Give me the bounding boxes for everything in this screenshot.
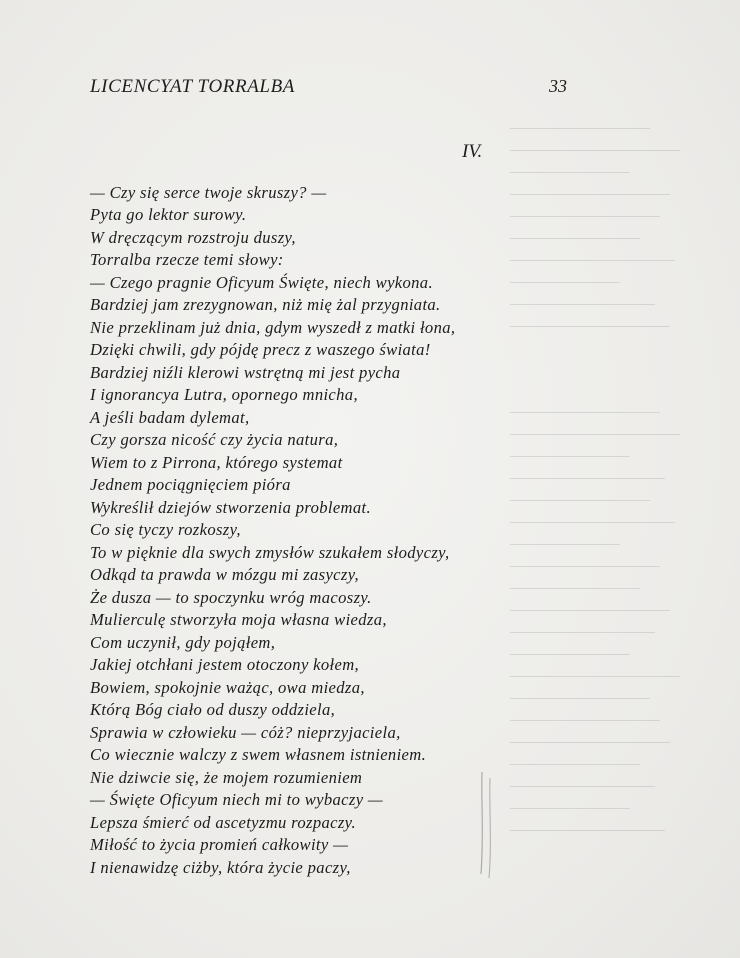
pencil-margin-mark xyxy=(472,770,502,880)
poem-line: Sprawia w człowieku — cóż? nieprzyjaciela, xyxy=(90,723,401,742)
poem-line: Miłość to życia promień całkowity — xyxy=(90,835,349,854)
poem-line: Pyta go lektor surowy. xyxy=(90,205,247,224)
poem-line: Lepsza śmierć od ascetyzmu rozpaczy. xyxy=(90,813,356,832)
poem-line: Czy gorsza nicość czy życia natura, xyxy=(90,430,339,449)
poem-line: A jeśli badam dylemat, xyxy=(90,408,250,427)
poem-line: Co wiecznie walczy z swem własnem istnieniem. xyxy=(90,745,427,764)
poem-line: Wiem to z Pirrona, którego systemat xyxy=(90,453,343,472)
poem-line: I nienawidzę ciżby, która życie paczy, xyxy=(90,858,351,877)
poem-line: Jednem pociągnięciem pióra xyxy=(90,475,291,494)
poem-line: Bardziej jam zrezygnowan, niż mię żal przygniata. xyxy=(90,295,441,314)
poem-line: Torralba rzecze temi słowy: xyxy=(90,250,284,269)
poem-line: Bardziej niźli klerowi wstrętną mi jest pycha xyxy=(90,363,401,382)
section-heading: IV. xyxy=(462,141,483,162)
poem-line: Co się tyczy rozkoszy, xyxy=(90,520,241,539)
poem-line: Że dusza — to spoczynku wróg macoszy. xyxy=(90,588,372,607)
poem-line: Odkąd ta prawda w mózgu mi zasyczy, xyxy=(90,565,359,584)
poem-line: — Czego pragnie Oficyum Święte, niech wykona. xyxy=(90,273,433,292)
poem-line: Nie przeklinam już dnia, gdym wyszedł z matki łona, xyxy=(90,318,456,337)
poem-line: Mulierculę stworzyła moja własna wiedza, xyxy=(90,610,387,629)
poem-line: — Czy się serce twoje skruszy? — xyxy=(90,183,327,202)
poem-line: Com uczynił, gdy pojąłem, xyxy=(90,633,276,652)
poem-line: Dzięki chwili, gdy pójdę precz z waszego świata! xyxy=(90,340,431,359)
poem-line: I ignorancya Lutra, opornego mnicha, xyxy=(90,385,358,404)
page-number: 33 xyxy=(549,76,567,96)
poem-line: Nie dziwcie się, że mojem rozumieniem xyxy=(90,768,363,787)
poem-line: Jakiej otchłani jestem otoczony kołem, xyxy=(90,655,360,674)
running-title: LICENCYAT TORRALBA xyxy=(90,76,295,97)
poem-line: Bowiem, spokojnie ważąc, owa miedza, xyxy=(90,678,365,697)
poem-line: Którą Bóg ciało od duszy oddziela, xyxy=(90,700,336,719)
poem-line: To w pięknie dla swych zmysłów szukałem słodyczy, xyxy=(90,543,450,562)
poem-line: W dręczącym rozstroju duszy, xyxy=(90,228,296,247)
poem-line: Wykreślił dziejów stworzenia problemat. xyxy=(90,498,371,517)
poem-line: — Święte Oficyum niech mi to wybaczy — xyxy=(90,790,384,809)
